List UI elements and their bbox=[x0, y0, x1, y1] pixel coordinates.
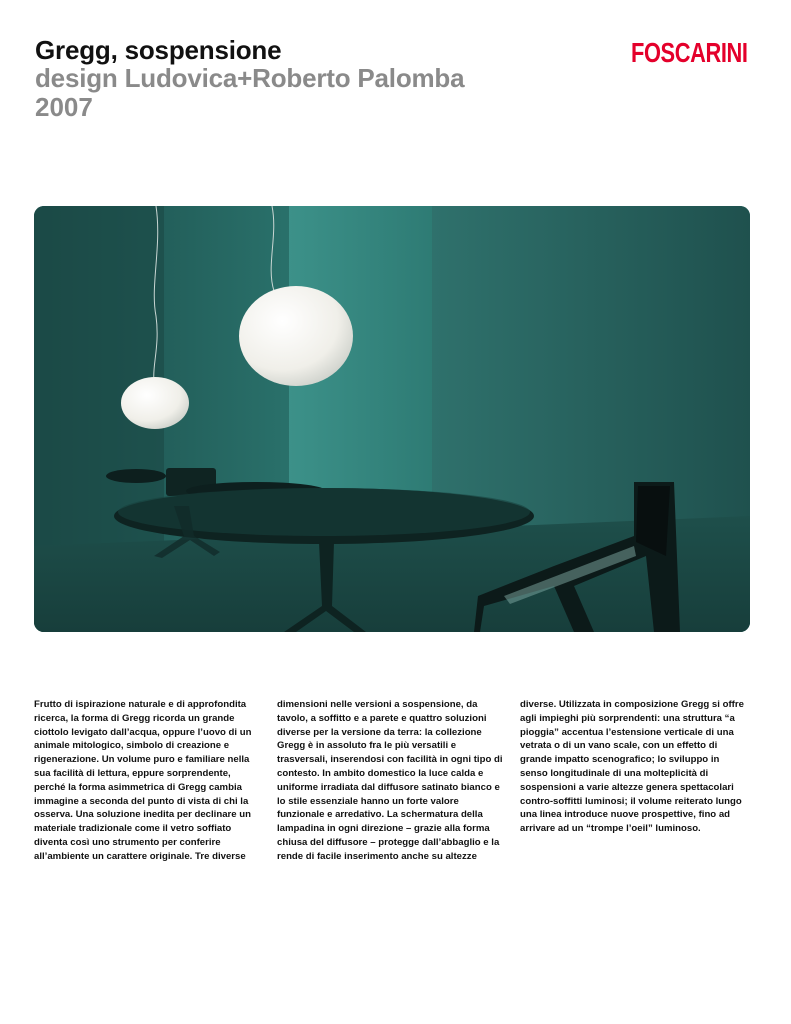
body-text bbox=[34, 698, 750, 862]
text-column-1: Frutto di ispirazione naturale e di approfondita ricerca, la forma di Gregg ricorda un grande ciottolo levigato dall’acqua, oppure l’uovo di un animale mitologico, simbolo di creazione e rigenerazione. Un volume puro e familiare nella sua facilità di lettura, eppure sorprendente, perché la forma asimmetrica di Gregg cambia immagine a seconda del punto di vista di chi la osserva. Una soluzione inedita per declinare un materiale tradizionale come il vetro soffiato diventa così uno strumento per conferire all’ambiente un carattere originale. Tre diverse bbox=[34, 699, 252, 862]
text-column-2: dimensioni nelle versioni a sospensione, da tavolo, a soffitto e a parete e quattro soluzioni diverse per la versione da terra: la collezione Gregg è in assoluto fra le più versatili e trasversali, inserendosi con facilità in ogni tipo di contesto. In ambito domestico la luce calda e uniforme irradiata dal diffusore satinato bianco e lo stile essenziale hanno un forte valore funzionale e arredativo. La schermatura della lampadina in ogni direzione – grazie alla forma chiusa del diffusore – protegge dall’abbaglio e la rende di facile inserimento anche su altezze bbox=[277, 699, 503, 862]
product-photo bbox=[34, 206, 750, 632]
text-column-3: diverse. Utilizzata in composizione Gregg si offre agli impieghi più sorprendenti: una struttura “a pioggia” accentua l’estensione verticale di una vetrata o di un vano scale, con un effetto di grande impatto scenografico; lo sviluppo in senso longitudinale di una molteplicità di sospensioni a varie altezze genera spettacolari contro-soffitti luminosi; il volume reiterato lungo una linea introduce nuove prospettive, fino ad arrivare ad un “trompe l’oeil” luminoso. bbox=[520, 699, 744, 835]
page-title: Gregg, sospensione bbox=[35, 35, 282, 65]
year: 2007 bbox=[35, 92, 93, 122]
designer-line: design Ludovica+Roberto Palomba bbox=[35, 63, 465, 93]
brand-logo: FOSCARINI bbox=[631, 37, 748, 68]
title-block bbox=[35, 36, 595, 122]
